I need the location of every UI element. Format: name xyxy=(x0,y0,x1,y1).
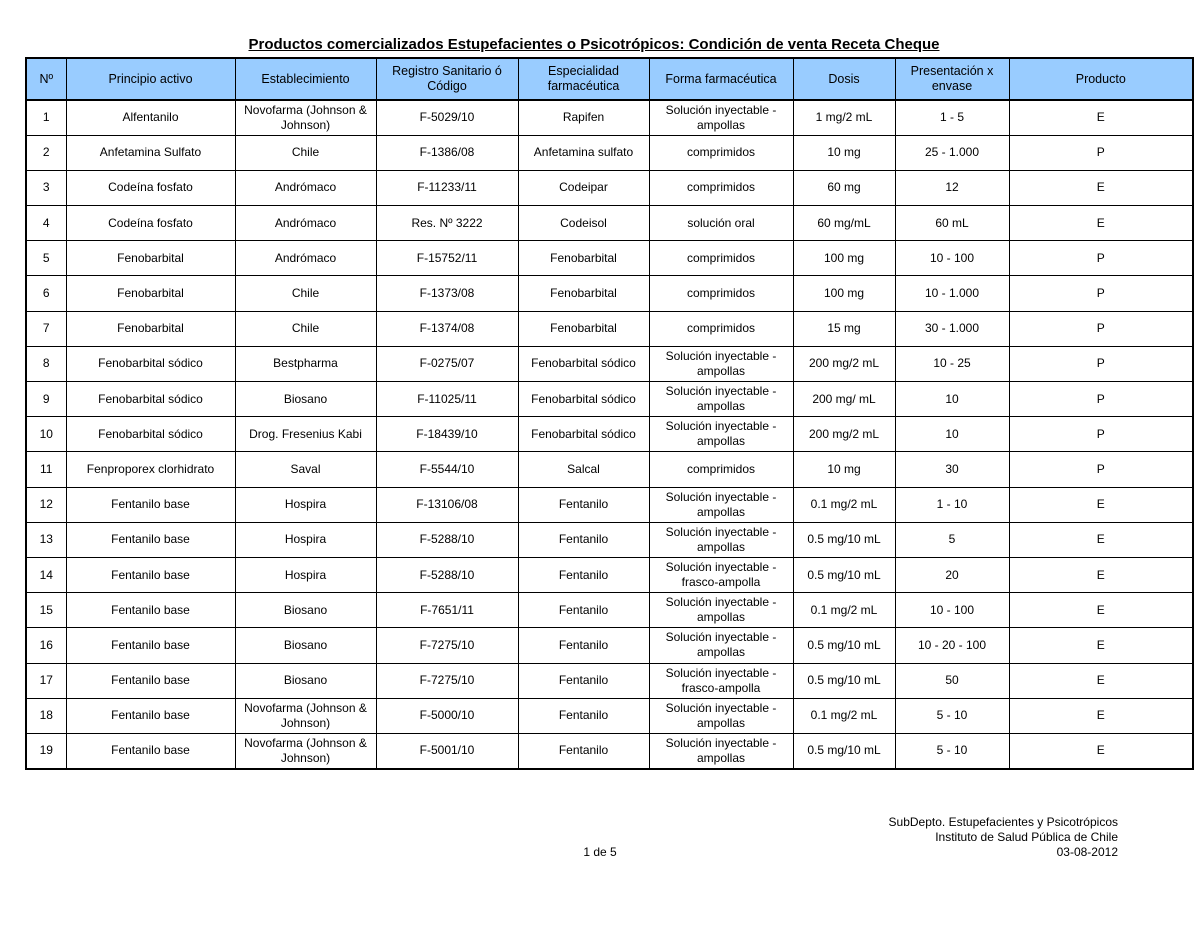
cell-registro: F-13106/08 xyxy=(376,487,518,522)
cell-forma: Solución inyectable - ampollas xyxy=(649,593,793,628)
column-header-especialidad: Especialidad farmacéutica xyxy=(518,58,649,100)
cell-especialidad: Fentanilo xyxy=(518,593,649,628)
table-body xyxy=(26,100,1193,769)
cell-dosis: 100 mg xyxy=(793,241,895,276)
cell-principio-activo: Fentanilo base xyxy=(66,487,235,522)
table-row xyxy=(26,100,1193,135)
cell-producto: E xyxy=(1009,487,1193,522)
cell-number: 3 xyxy=(26,170,66,205)
table-row xyxy=(26,417,1193,452)
cell-principio-activo: Fentanilo base xyxy=(66,733,235,768)
cell-establecimiento: Biosano xyxy=(235,593,376,628)
cell-producto: P xyxy=(1009,382,1193,417)
cell-establecimiento: Chile xyxy=(235,311,376,346)
table-row xyxy=(26,276,1193,311)
cell-dosis: 0.5 mg/10 mL xyxy=(793,557,895,592)
cell-principio-activo: Fentanilo base xyxy=(66,557,235,592)
cell-presentacion: 25 - 1.000 xyxy=(895,135,1009,170)
cell-dosis: 0.1 mg/2 mL xyxy=(793,487,895,522)
cell-forma: comprimidos xyxy=(649,241,793,276)
cell-principio-activo: Fentanilo base xyxy=(66,628,235,663)
table-row xyxy=(26,241,1193,276)
cell-registro: F-7275/10 xyxy=(376,663,518,698)
column-header-producto: Producto xyxy=(1009,58,1193,100)
cell-dosis: 60 mg xyxy=(793,170,895,205)
cell-forma: comprimidos xyxy=(649,276,793,311)
cell-producto: P xyxy=(1009,276,1193,311)
cell-producto: E xyxy=(1009,698,1193,733)
cell-forma: comprimidos xyxy=(649,170,793,205)
cell-forma: Solución inyectable - ampollas xyxy=(649,733,793,768)
cell-forma: comprimidos xyxy=(649,452,793,487)
cell-dosis: 200 mg/2 mL xyxy=(793,417,895,452)
cell-principio-activo: Fentanilo base xyxy=(66,663,235,698)
cell-number: 5 xyxy=(26,241,66,276)
cell-registro: F-1373/08 xyxy=(376,276,518,311)
cell-establecimiento: Hospira xyxy=(235,557,376,592)
cell-dosis: 60 mg/mL xyxy=(793,206,895,241)
cell-presentacion: 12 xyxy=(895,170,1009,205)
cell-especialidad: Fentanilo xyxy=(518,557,649,592)
cell-principio-activo: Fenproporex clorhidrato xyxy=(66,452,235,487)
cell-principio-activo: Fenobarbital xyxy=(66,311,235,346)
cell-principio-activo: Codeína fosfato xyxy=(66,206,235,241)
cell-especialidad: Fentanilo xyxy=(518,522,649,557)
cell-establecimiento: Biosano xyxy=(235,382,376,417)
cell-number: 7 xyxy=(26,311,66,346)
cell-presentacion: 10 xyxy=(895,382,1009,417)
cell-registro: F-5001/10 xyxy=(376,733,518,768)
cell-forma: Solución inyectable - ampollas xyxy=(649,417,793,452)
cell-presentacion: 30 xyxy=(895,452,1009,487)
column-header-dosis: Dosis xyxy=(793,58,895,100)
cell-producto: E xyxy=(1009,100,1193,135)
cell-forma: comprimidos xyxy=(649,135,793,170)
cell-registro: Res. Nº 3222 xyxy=(376,206,518,241)
cell-presentacion: 10 - 20 - 100 xyxy=(895,628,1009,663)
cell-principio-activo: Alfentanilo xyxy=(66,100,235,135)
table-row xyxy=(26,170,1193,205)
table-row xyxy=(26,628,1193,663)
cell-dosis: 200 mg/2 mL xyxy=(793,346,895,381)
cell-number: 18 xyxy=(26,698,66,733)
table-row xyxy=(26,663,1193,698)
cell-registro: F-11233/11 xyxy=(376,170,518,205)
cell-dosis: 0.5 mg/10 mL xyxy=(793,628,895,663)
cell-establecimiento: Saval xyxy=(235,452,376,487)
table-row xyxy=(26,382,1193,417)
cell-forma: Solución inyectable - frasco-ampolla xyxy=(649,557,793,592)
cell-especialidad: Fenobarbital sódico xyxy=(518,382,649,417)
cell-especialidad: Fenobarbital sódico xyxy=(518,346,649,381)
cell-presentacion: 50 xyxy=(895,663,1009,698)
column-header-number: Nº xyxy=(26,58,66,100)
column-header-forma-farmaceutica: Forma farmacéutica xyxy=(649,58,793,100)
cell-establecimiento: Andrómaco xyxy=(235,206,376,241)
cell-especialidad: Fentanilo xyxy=(518,628,649,663)
cell-establecimiento: Andrómaco xyxy=(235,170,376,205)
footer-department: SubDepto. Estupefacientes y Psicotrópicos xyxy=(888,815,1118,829)
cell-registro: F-5544/10 xyxy=(376,452,518,487)
cell-presentacion: 1 - 5 xyxy=(895,100,1009,135)
cell-presentacion: 10 - 1.000 xyxy=(895,276,1009,311)
cell-dosis: 0.5 mg/10 mL xyxy=(793,663,895,698)
cell-producto: P xyxy=(1009,346,1193,381)
cell-forma: Solución inyectable - ampollas xyxy=(649,346,793,381)
cell-dosis: 10 mg xyxy=(793,135,895,170)
cell-number: 17 xyxy=(26,663,66,698)
cell-producto: E xyxy=(1009,522,1193,557)
cell-presentacion: 5 xyxy=(895,522,1009,557)
cell-dosis: 0.1 mg/2 mL xyxy=(793,593,895,628)
cell-registro: F-5000/10 xyxy=(376,698,518,733)
cell-especialidad: Codeipar xyxy=(518,170,649,205)
cell-presentacion: 5 - 10 xyxy=(895,733,1009,768)
cell-establecimiento: Novofarma (Johnson & Johnson) xyxy=(235,733,376,768)
table-row xyxy=(26,733,1193,768)
cell-principio-activo: Fenobarbital sódico xyxy=(66,417,235,452)
cell-establecimiento: Bestpharma xyxy=(235,346,376,381)
cell-establecimiento: Drog. Fresenius Kabi xyxy=(235,417,376,452)
cell-presentacion: 5 - 10 xyxy=(895,698,1009,733)
cell-presentacion: 60 mL xyxy=(895,206,1009,241)
cell-especialidad: Fentanilo xyxy=(518,663,649,698)
cell-forma: Solución inyectable - ampollas xyxy=(649,628,793,663)
table-row xyxy=(26,135,1193,170)
cell-presentacion: 20 xyxy=(895,557,1009,592)
cell-especialidad: Fentanilo xyxy=(518,733,649,768)
cell-presentacion: 1 - 10 xyxy=(895,487,1009,522)
cell-registro: F-1386/08 xyxy=(376,135,518,170)
cell-producto: P xyxy=(1009,135,1193,170)
cell-forma: Solución inyectable - ampollas xyxy=(649,382,793,417)
cell-registro: F-1374/08 xyxy=(376,311,518,346)
cell-establecimiento: Hospira xyxy=(235,487,376,522)
page-number: 1 de 5 xyxy=(583,845,617,859)
cell-presentacion: 10 - 25 xyxy=(895,346,1009,381)
cell-dosis: 0.5 mg/10 mL xyxy=(793,733,895,768)
cell-especialidad: Salcal xyxy=(518,452,649,487)
cell-establecimiento: Biosano xyxy=(235,628,376,663)
cell-dosis: 100 mg xyxy=(793,276,895,311)
cell-number: 16 xyxy=(26,628,66,663)
cell-producto: E xyxy=(1009,593,1193,628)
table-row xyxy=(26,206,1193,241)
cell-establecimiento: Chile xyxy=(235,135,376,170)
cell-principio-activo: Fenobarbital xyxy=(66,276,235,311)
table-row xyxy=(26,593,1193,628)
cell-presentacion: 30 - 1.000 xyxy=(895,311,1009,346)
page-title: Productos comercializados Estupefacientes o Psicotrópicos: Condición de venta Receta Cheque xyxy=(248,36,940,53)
cell-number: 8 xyxy=(26,346,66,381)
cell-principio-activo: Codeína fosfato xyxy=(66,170,235,205)
cell-presentacion: 10 - 100 xyxy=(895,241,1009,276)
cell-number: 9 xyxy=(26,382,66,417)
cell-producto: E xyxy=(1009,206,1193,241)
cell-dosis: 10 mg xyxy=(793,452,895,487)
cell-dosis: 1 mg/2 mL xyxy=(793,100,895,135)
cell-especialidad: Fenobarbital xyxy=(518,311,649,346)
cell-number: 1 xyxy=(26,100,66,135)
table-row xyxy=(26,698,1193,733)
table-row xyxy=(26,452,1193,487)
cell-registro: F-5029/10 xyxy=(376,100,518,135)
cell-dosis: 0.1 mg/2 mL xyxy=(793,698,895,733)
cell-producto: P xyxy=(1009,417,1193,452)
cell-especialidad: Fenobarbital sódico xyxy=(518,417,649,452)
cell-number: 11 xyxy=(26,452,66,487)
cell-especialidad: Fentanilo xyxy=(518,487,649,522)
cell-number: 2 xyxy=(26,135,66,170)
footer-institute: Instituto de Salud Pública de Chile xyxy=(935,830,1118,844)
cell-registro: F-5288/10 xyxy=(376,522,518,557)
cell-producto: E xyxy=(1009,557,1193,592)
cell-forma: Solución inyectable - frasco-ampolla xyxy=(649,663,793,698)
cell-dosis: 200 mg/ mL xyxy=(793,382,895,417)
table-row xyxy=(26,487,1193,522)
cell-forma: Solución inyectable - ampollas xyxy=(649,100,793,135)
cell-establecimiento: Biosano xyxy=(235,663,376,698)
table-row xyxy=(26,557,1193,592)
cell-forma: Solución inyectable - ampollas xyxy=(649,487,793,522)
products-table xyxy=(25,57,1194,770)
cell-number: 4 xyxy=(26,206,66,241)
cell-dosis: 15 mg xyxy=(793,311,895,346)
cell-producto: P xyxy=(1009,311,1193,346)
cell-principio-activo: Fenobarbital sódico xyxy=(66,346,235,381)
cell-establecimiento: Hospira xyxy=(235,522,376,557)
cell-principio-activo: Anfetamina Sulfato xyxy=(66,135,235,170)
column-header-registro-sanitario: Registro Sanitario ó Código xyxy=(376,58,518,100)
cell-presentacion: 10 - 100 xyxy=(895,593,1009,628)
column-header-presentacion: Presentación x envase xyxy=(895,58,1009,100)
cell-producto: E xyxy=(1009,170,1193,205)
cell-registro: F-7651/11 xyxy=(376,593,518,628)
cell-number: 6 xyxy=(26,276,66,311)
footer-info xyxy=(889,815,1118,860)
cell-number: 14 xyxy=(26,557,66,592)
cell-establecimiento: Novofarma (Johnson & Johnson) xyxy=(235,698,376,733)
cell-number: 10 xyxy=(26,417,66,452)
cell-number: 15 xyxy=(26,593,66,628)
table-row xyxy=(26,346,1193,381)
cell-number: 19 xyxy=(26,733,66,768)
cell-forma: solución oral xyxy=(649,206,793,241)
table-row xyxy=(26,311,1193,346)
cell-especialidad: Fenobarbital xyxy=(518,276,649,311)
cell-producto: E xyxy=(1009,663,1193,698)
cell-principio-activo: Fenobarbital sódico xyxy=(66,382,235,417)
cell-especialidad: Codeisol xyxy=(518,206,649,241)
cell-establecimiento: Novofarma (Johnson & Johnson) xyxy=(235,100,376,135)
cell-producto: E xyxy=(1009,733,1193,768)
cell-registro: F-7275/10 xyxy=(376,628,518,663)
cell-especialidad: Rapifen xyxy=(518,100,649,135)
cell-registro: F-5288/10 xyxy=(376,557,518,592)
column-header-establecimiento: Establecimiento xyxy=(235,58,376,100)
table-header-row xyxy=(26,58,1193,100)
cell-producto: E xyxy=(1009,628,1193,663)
cell-dosis: 0.5 mg/10 mL xyxy=(793,522,895,557)
cell-producto: P xyxy=(1009,452,1193,487)
cell-forma: Solución inyectable - ampollas xyxy=(649,698,793,733)
cell-establecimiento: Andrómaco xyxy=(235,241,376,276)
cell-principio-activo: Fentanilo base xyxy=(66,593,235,628)
footer-date: 03-08-2012 xyxy=(1056,845,1118,859)
cell-presentacion: 10 xyxy=(895,417,1009,452)
cell-establecimiento: Chile xyxy=(235,276,376,311)
cell-especialidad: Fentanilo xyxy=(518,698,649,733)
cell-especialidad: Fenobarbital xyxy=(518,241,649,276)
cell-forma: comprimidos xyxy=(649,311,793,346)
column-header-principio-activo: Principio activo xyxy=(66,58,235,100)
cell-number: 12 xyxy=(26,487,66,522)
cell-registro: F-11025/11 xyxy=(376,382,518,417)
cell-number: 13 xyxy=(26,522,66,557)
cell-principio-activo: Fentanilo base xyxy=(66,698,235,733)
cell-registro: F-18439/10 xyxy=(376,417,518,452)
cell-producto: P xyxy=(1009,241,1193,276)
cell-principio-activo: Fenobarbital xyxy=(66,241,235,276)
cell-principio-activo: Fentanilo base xyxy=(66,522,235,557)
cell-registro: F-15752/11 xyxy=(376,241,518,276)
cell-forma: Solución inyectable - ampollas xyxy=(649,522,793,557)
table-row xyxy=(26,522,1193,557)
cell-especialidad: Anfetamina sulfato xyxy=(518,135,649,170)
cell-registro: F-0275/07 xyxy=(376,346,518,381)
